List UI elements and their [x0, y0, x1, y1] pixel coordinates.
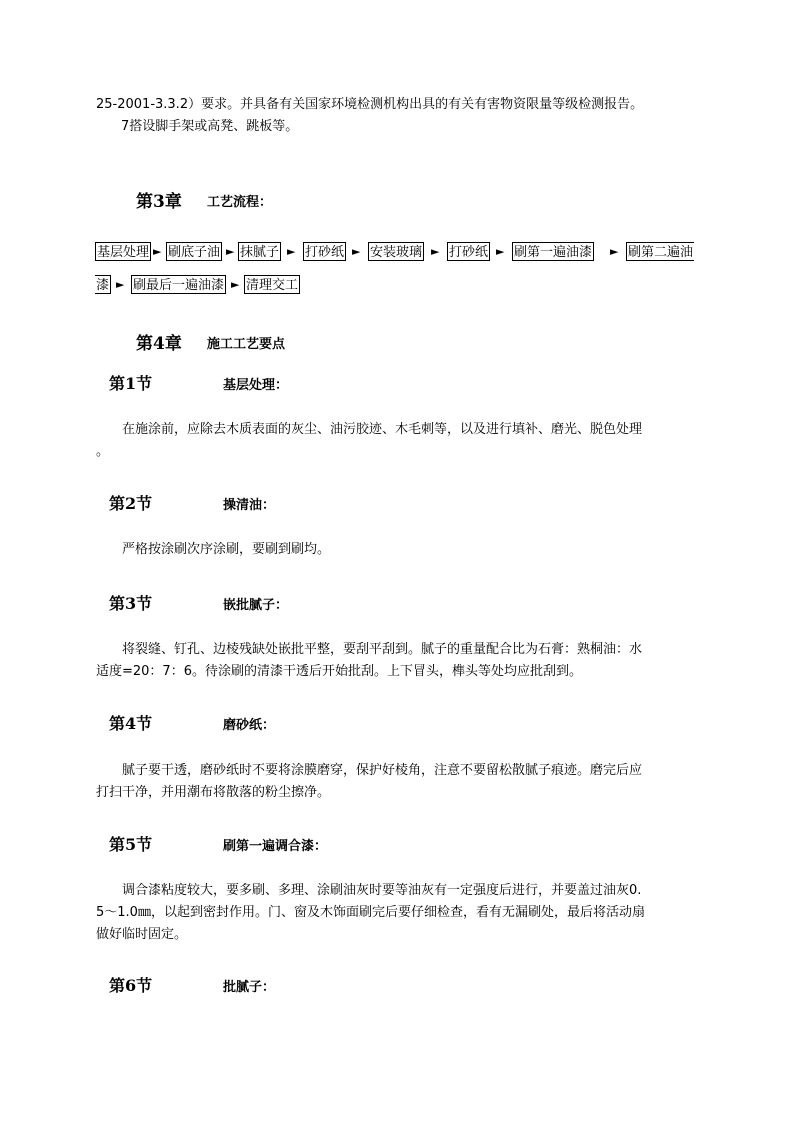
- chapter-3-title: 工艺流程：: [207, 195, 273, 210]
- flow-step-1: 基层处理: [95, 242, 151, 261]
- section-5-line-3: 做好临时固定。: [96, 927, 188, 942]
- intro-line-1: 25-2001-3.3.2）要求。并具备有关国家环境检测机构出具的有关有害物资限量等级检测报告。: [96, 97, 644, 112]
- flow-step-8-continued: 漆: [95, 275, 111, 294]
- flow-step-8: 刷第二遍油: [626, 242, 694, 261]
- section-2-line-1: 严格按涂刷次序涂刷，要刷到刷均。: [122, 542, 331, 557]
- section-1-number: 第1节: [109, 374, 153, 393]
- flow-arrow-icon: ►: [287, 245, 296, 258]
- flow-step-10: 清理交工: [244, 275, 300, 294]
- section-3-line-2: 适度=20：7：6。待涂刷的清漆干透后开始批刮。上下冒头，榫头等处均应批刮到。: [96, 664, 582, 679]
- section-5-number: 第5节: [109, 835, 153, 854]
- flow-step-9: 刷最后一遍油漆: [131, 275, 226, 294]
- flow-step-7: 刷第一遍油漆: [512, 242, 594, 261]
- section-4-line-2: 打扫干净，并用潮布将散落的粉尘擦净。: [96, 785, 331, 800]
- flow-arrow-icon: ►: [352, 245, 361, 258]
- flow-arrow-icon: ►: [431, 245, 440, 258]
- section-4-number: 第4节: [109, 714, 153, 733]
- flow-step-2: 刷底子油: [166, 242, 222, 261]
- section-4-line-1: 腻子要干透，磨砂纸时不要将涂膜磨穿，保护好棱角，注意不要留松散腻子痕迹。磨完后应: [122, 763, 643, 778]
- intro-line-2: 7搭设脚手架或高凳、跳板等。: [121, 119, 299, 134]
- section-6-number: 第6节: [109, 976, 153, 995]
- section-5-line-1: 调合漆粘度较大，要多刷、多理、涂刷油灰时要等油灰有一定强度后进行，并要盖过油灰0.: [122, 883, 642, 898]
- flow-arrow-icon: ►: [496, 245, 505, 258]
- flow-arrow-icon: ►: [231, 278, 240, 291]
- flow-arrow-icon: ►: [610, 245, 619, 258]
- chapter-4-title: 施工工艺要点: [207, 337, 286, 352]
- flow-arrow-icon: ►: [153, 245, 162, 258]
- section-3-number: 第3节: [109, 594, 153, 613]
- flow-step-6: 打砂纸: [447, 242, 490, 261]
- section-1-line-2: 。: [96, 444, 110, 459]
- section-1-title: 基层处理：: [223, 378, 289, 393]
- section-5-line-2: 5～1.0㎜，以起到密封作用。门、窗及木饰面刷完后要仔细检查，看有无漏刷处，最后将活动扇: [96, 905, 645, 920]
- flow-step-3: 抹腻子: [238, 242, 281, 261]
- flow-arrow-icon: ►: [226, 245, 235, 258]
- flow-arrow-icon: ►: [116, 278, 125, 291]
- flow-step-5: 安装玻璃: [368, 242, 424, 261]
- chapter-4-number: 第4章: [136, 334, 182, 354]
- chapter-3-number: 第3章: [136, 192, 182, 212]
- section-2-title: 操清油：: [223, 498, 276, 513]
- section-3-title: 嵌批腻子：: [223, 598, 289, 613]
- section-4-title: 磨砂纸：: [223, 718, 276, 733]
- flow-step-4: 打砂纸: [303, 242, 346, 261]
- section-6-title: 批腻子：: [223, 980, 276, 995]
- section-3-line-1: 将裂缝、钉孔、边棱残缺处嵌批平整，要刮平刮到。腻子的重量配合比为石膏：熟桐油：水: [122, 642, 643, 657]
- section-5-title: 刷第一遍调合漆：: [223, 839, 328, 854]
- section-2-number: 第2节: [109, 494, 153, 513]
- section-1-line-1: 在施涂前，应除去木质表面的灰尘、油污胶迹、木毛刺等，以及进行填补、磨光、脱色处理: [122, 422, 643, 437]
